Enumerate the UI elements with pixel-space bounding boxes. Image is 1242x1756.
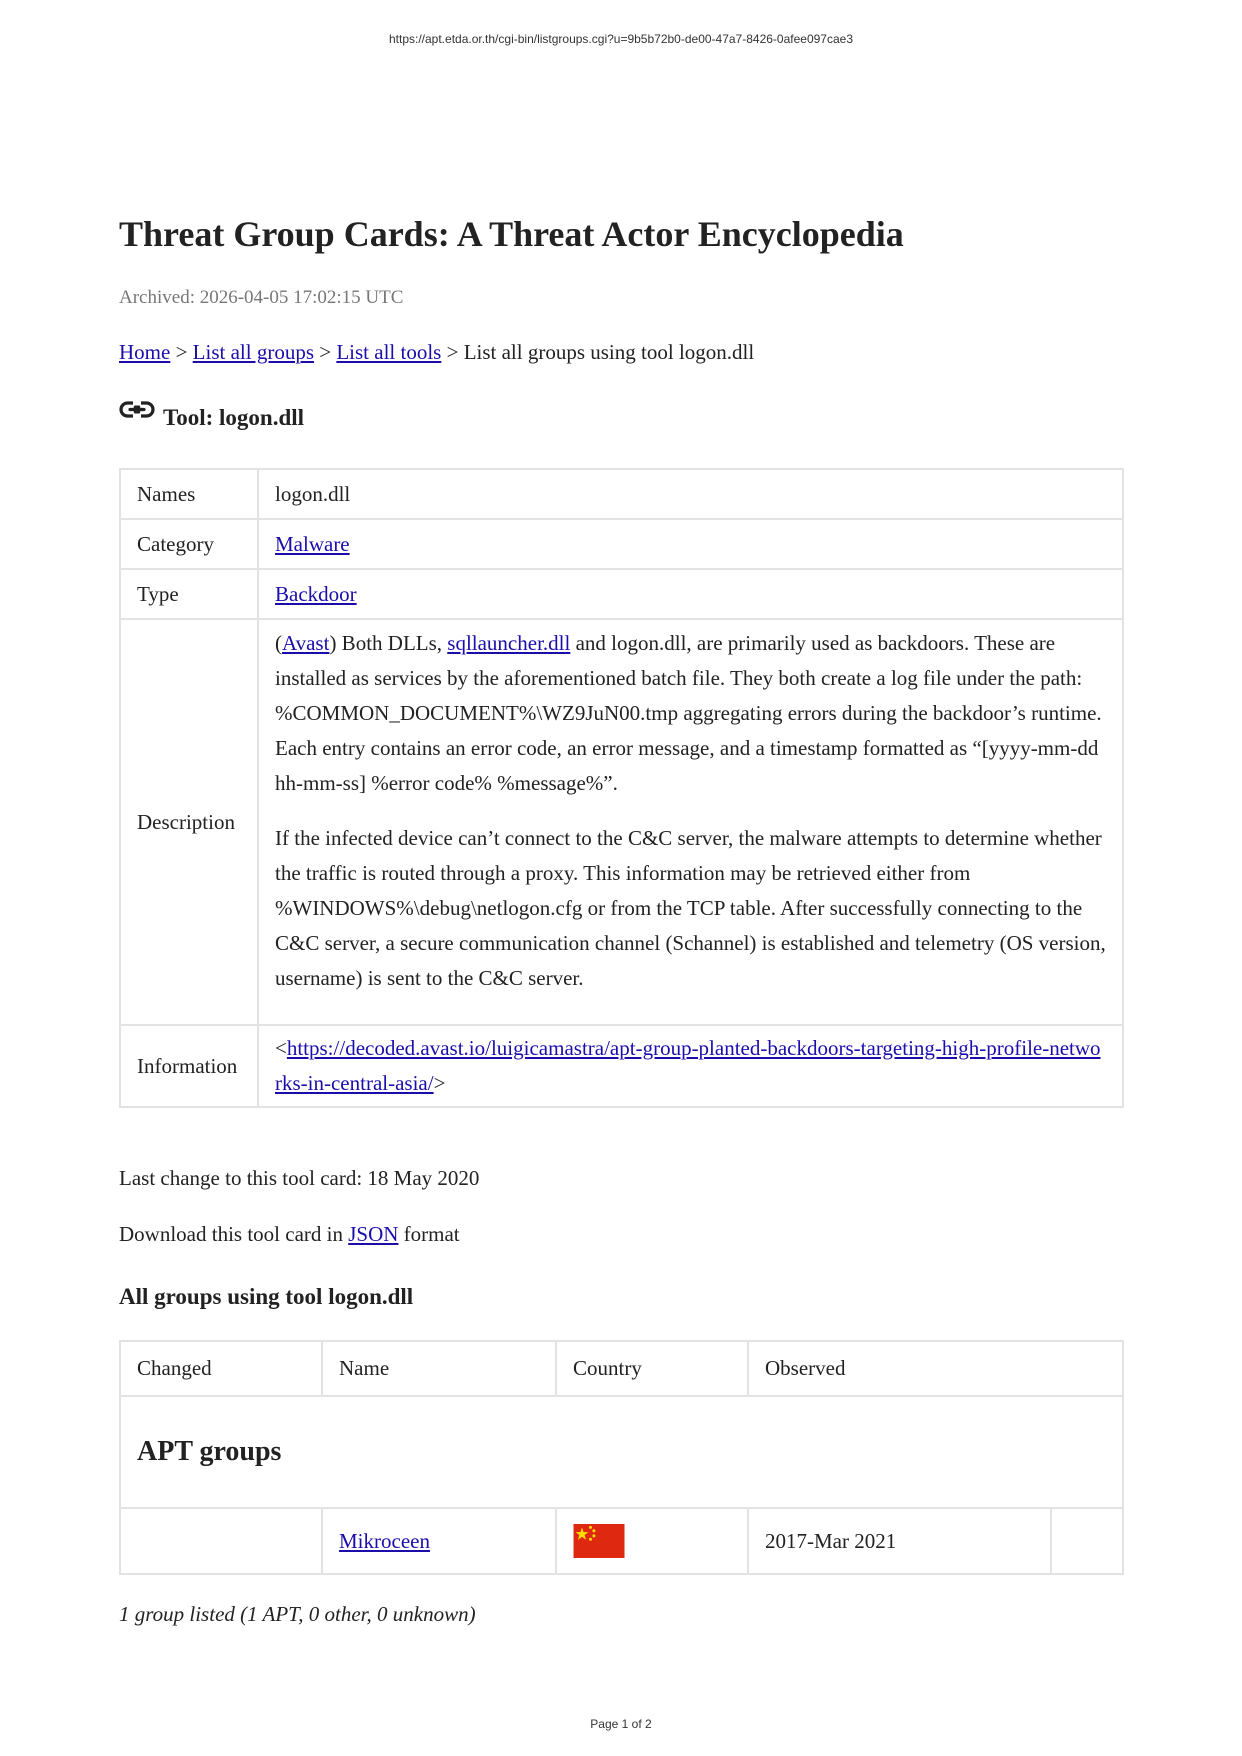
print-url-header: https://apt.etda.or.th/cgi-bin/listgroups.cgi?u=9b5b72b0-de00-47a7-8426-0afee097cae3	[388, 32, 853, 46]
category-label: Category	[120, 519, 258, 569]
type-cell	[258, 569, 1123, 619]
table-row	[120, 619, 1123, 1025]
desc-text: (	[275, 631, 282, 655]
json-download-link[interactable]: JSON	[348, 1222, 399, 1246]
breadcrumb-home-link[interactable]: Home	[119, 340, 171, 364]
page-title: Threat Group Cards: A Threat Actor Encyclopedia	[119, 214, 904, 254]
column-header-country: Country	[556, 1341, 748, 1396]
last-change-text: Last change to this tool card: 18 May 2020	[119, 1166, 480, 1190]
breadcrumb-tools-link[interactable]: List all tools	[336, 340, 442, 364]
breadcrumb-groups-link[interactable]: List all groups	[192, 340, 314, 364]
description-label: Description	[120, 619, 258, 1025]
description-paragraph	[275, 626, 1106, 801]
groups-summary: 1 group listed (1 APT, 0 other, 0 unknown)	[119, 1602, 476, 1626]
sqllauncher-link[interactable]: sqllauncher.dll	[447, 631, 571, 655]
country-cell	[556, 1508, 748, 1574]
table-row	[120, 1508, 1123, 1574]
desc-text: and logon.dll, are primarily used as backdoors. These are installed as services by the aforementioned batch file. They both create a log file under the path: %COMMON_DOCUMENT%\WZ9JuN00.tmp aggregating errors during the backdoor’s runtime. Each entry contains an error code, an error message, and a timestamp formatted as “[yyyy-mm-dd hh-mm-ss] %error code% %message%”.	[275, 631, 1102, 795]
tool-info-table	[119, 468, 1124, 1108]
china-flag-icon	[573, 1524, 625, 1558]
description-paragraph: If the infected device can’t connect to the C&C server, the malware attempts to determine whether the traffic is routed through a proxy. This information may be retrieved either from %WINDOWS%\debug\netlogon.cfg or from the TCP table. After successfully connecting to the C&C server, a secure communication channel (Schannel) is established and telemetry (OS version, username) is sent to the C&C server.	[275, 826, 1106, 990]
desc-text: ) Both DLLs,	[329, 631, 448, 655]
apt-groups-section: APT groups	[120, 1396, 1123, 1508]
download-line	[119, 1220, 460, 1248]
name-cell	[322, 1508, 556, 1574]
column-header-name: Name	[322, 1341, 556, 1396]
breadcrumb-separator: >	[170, 340, 193, 364]
breadcrumb	[119, 338, 754, 366]
table-header-row	[120, 1341, 1123, 1396]
names-label: Names	[120, 469, 258, 519]
download-suffix: format	[398, 1222, 460, 1246]
category-cell	[258, 519, 1123, 569]
breadcrumb-separator: >	[441, 340, 464, 364]
group-link-mikroceen[interactable]: Mikroceen	[339, 1528, 430, 1553]
info-bracket: <	[275, 1036, 287, 1060]
information-label: Information	[120, 1025, 258, 1107]
breadcrumb-current: List all groups using tool logon.dll	[463, 340, 755, 364]
link-icon	[119, 398, 155, 422]
table-row	[120, 1025, 1123, 1107]
tool-heading	[119, 402, 304, 434]
information-link[interactable]: https://decoded.avast.io/luigicamastra/apt-group-planted-backdoors-targeting-high-profile-networks-in-central-asia/	[275, 1036, 1101, 1095]
column-header-changed: Changed	[120, 1341, 322, 1396]
description-cell	[258, 619, 1123, 1025]
changed-cell	[120, 1508, 322, 1574]
information-cell	[258, 1025, 1123, 1107]
category-link[interactable]: Malware	[275, 531, 350, 556]
breadcrumb-separator: >	[314, 340, 337, 364]
archived-timestamp: Archived: 2026-04-05 17:02:15 UTC	[119, 287, 404, 308]
table-row	[120, 519, 1123, 569]
info-bracket: >	[433, 1071, 446, 1095]
extra-cell	[1051, 1508, 1123, 1574]
type-label: Type	[120, 569, 258, 619]
avast-link[interactable]: Avast	[282, 631, 330, 655]
groups-table	[119, 1340, 1124, 1575]
download-prefix: Download this tool card in	[119, 1222, 349, 1246]
column-header-observed: Observed	[748, 1341, 1123, 1396]
tool-heading-text: Tool: logon.dll	[163, 405, 305, 430]
observed-cell: 2017-Mar 2021	[748, 1508, 1051, 1574]
names-value: logon.dll	[258, 469, 1123, 519]
type-link[interactable]: Backdoor	[275, 581, 357, 606]
table-row	[120, 569, 1123, 619]
table-row	[120, 469, 1123, 519]
page-number: Page 1 of 2	[590, 1717, 652, 1731]
groups-heading: All groups using tool logon.dll	[119, 1284, 414, 1309]
table-row	[120, 1396, 1123, 1508]
